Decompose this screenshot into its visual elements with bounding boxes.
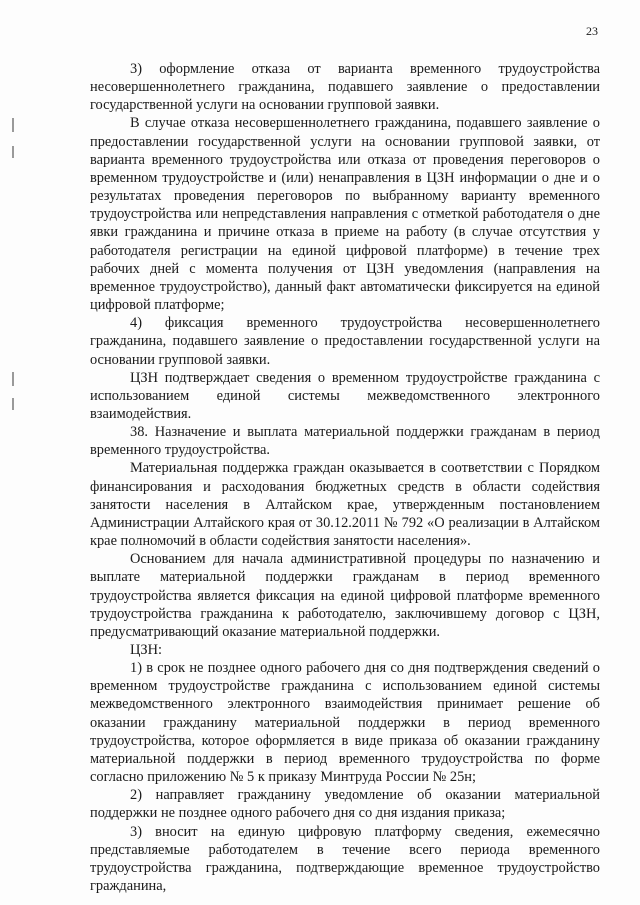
paragraph: В случае отказа несовершеннолетнего гражданина, подавшего заявление о предоставлении государственной услуги на основании групповой заявки, от варианта временного трудоустройства или отказа от проведения переговоров о временном трудоустройстве и (или) ненаправления в ЦЗН информации о дне и о результатах проведения переговоров по выбранному варианту временного трудоустройства или непредставления направления с отметкой работодателя о дне явки гражданина и причине отказа в приеме на работу (в случае отсутствия у работодателя регистрации на единой цифровой платформе) в течение трех рабочих дней с момента получения от ЦЗН уведомления (направления на временное трудоустройство), данный факт автоматически фиксируется на единой цифровой платформе;: [90, 115, 600, 314]
scan-margin-mark: [12, 398, 14, 410]
paragraph: 4) фиксация временного трудоустройства несовершеннолетнего гражданина, подавшего заявление о предоставлении государственной услуги на основании групповой заявки.: [90, 315, 600, 368]
paragraph: ЦЗН:: [130, 642, 162, 658]
paragraph: 1) в срок не позднее одного рабочего дня со дня подтверждения сведений о временном трудоустройстве гражданина с использованием единой системы межведомственного электронного взаимодействия принимает решение об оказании гражданину материальной поддержки в период временного трудоустройства, которое оформляется в виде приказа об оказании гражданину материальной поддержки в период временного трудоустройства по форме согласно приложению № 5 к приказу Минтруда России № 25н;: [90, 660, 600, 786]
paragraph: 38. Назначение и выплата материальной поддержки гражданам в период временного трудоустройства.: [90, 424, 600, 459]
paragraph: ЦЗН подтверждает сведения о временном трудоустройстве гражданина с использованием единой системы межведомственного электронного взаимодействия.: [90, 369, 600, 422]
paragraph: Основанием для начала административной процедуры по назначению и выплате материальной поддержки гражданам в период временного трудоустройства является фиксация на единой цифровой платформе временного трудоустройства гражданина к работодателю, заключившему договор с ЦЗН, предусматривающий оказание материальной поддержки.: [90, 551, 600, 640]
scan-margin-mark: [12, 146, 14, 158]
scan-margin-mark: [12, 372, 14, 386]
page-number: 23: [586, 24, 598, 38]
document-body: [90, 60, 600, 895]
paragraph: Материальная поддержка граждан оказывается в соответствии с Порядком финансирования и расходования бюджетных средств в области содействия занятости населения в Алтайском крае, утвержденным постановлением Администрации Алтайского края от 30.12.2011 № 792 «О реализации в Алтайском крае полномочий в области содействия занятости населения».: [90, 460, 600, 550]
paragraph: 3) оформление отказа от варианта временного трудоустройства несовершеннолетнего гражданина, подавшего заявление о предоставлении государственной услуги на основании групповой заявки.: [90, 61, 600, 114]
paragraph: 3) вносит на единую цифровую платформу сведения, ежемесячно представляемые работодателем в течение всего периода временного трудоустройства гражданина, подтверждающие временное трудоустройство гражданина,: [90, 823, 600, 895]
scan-margin-mark: [12, 118, 14, 132]
paragraph: 2) направляет гражданину уведомление об оказании материальной поддержки не позднее одного рабочего дня со дня издания приказа;: [90, 787, 600, 822]
